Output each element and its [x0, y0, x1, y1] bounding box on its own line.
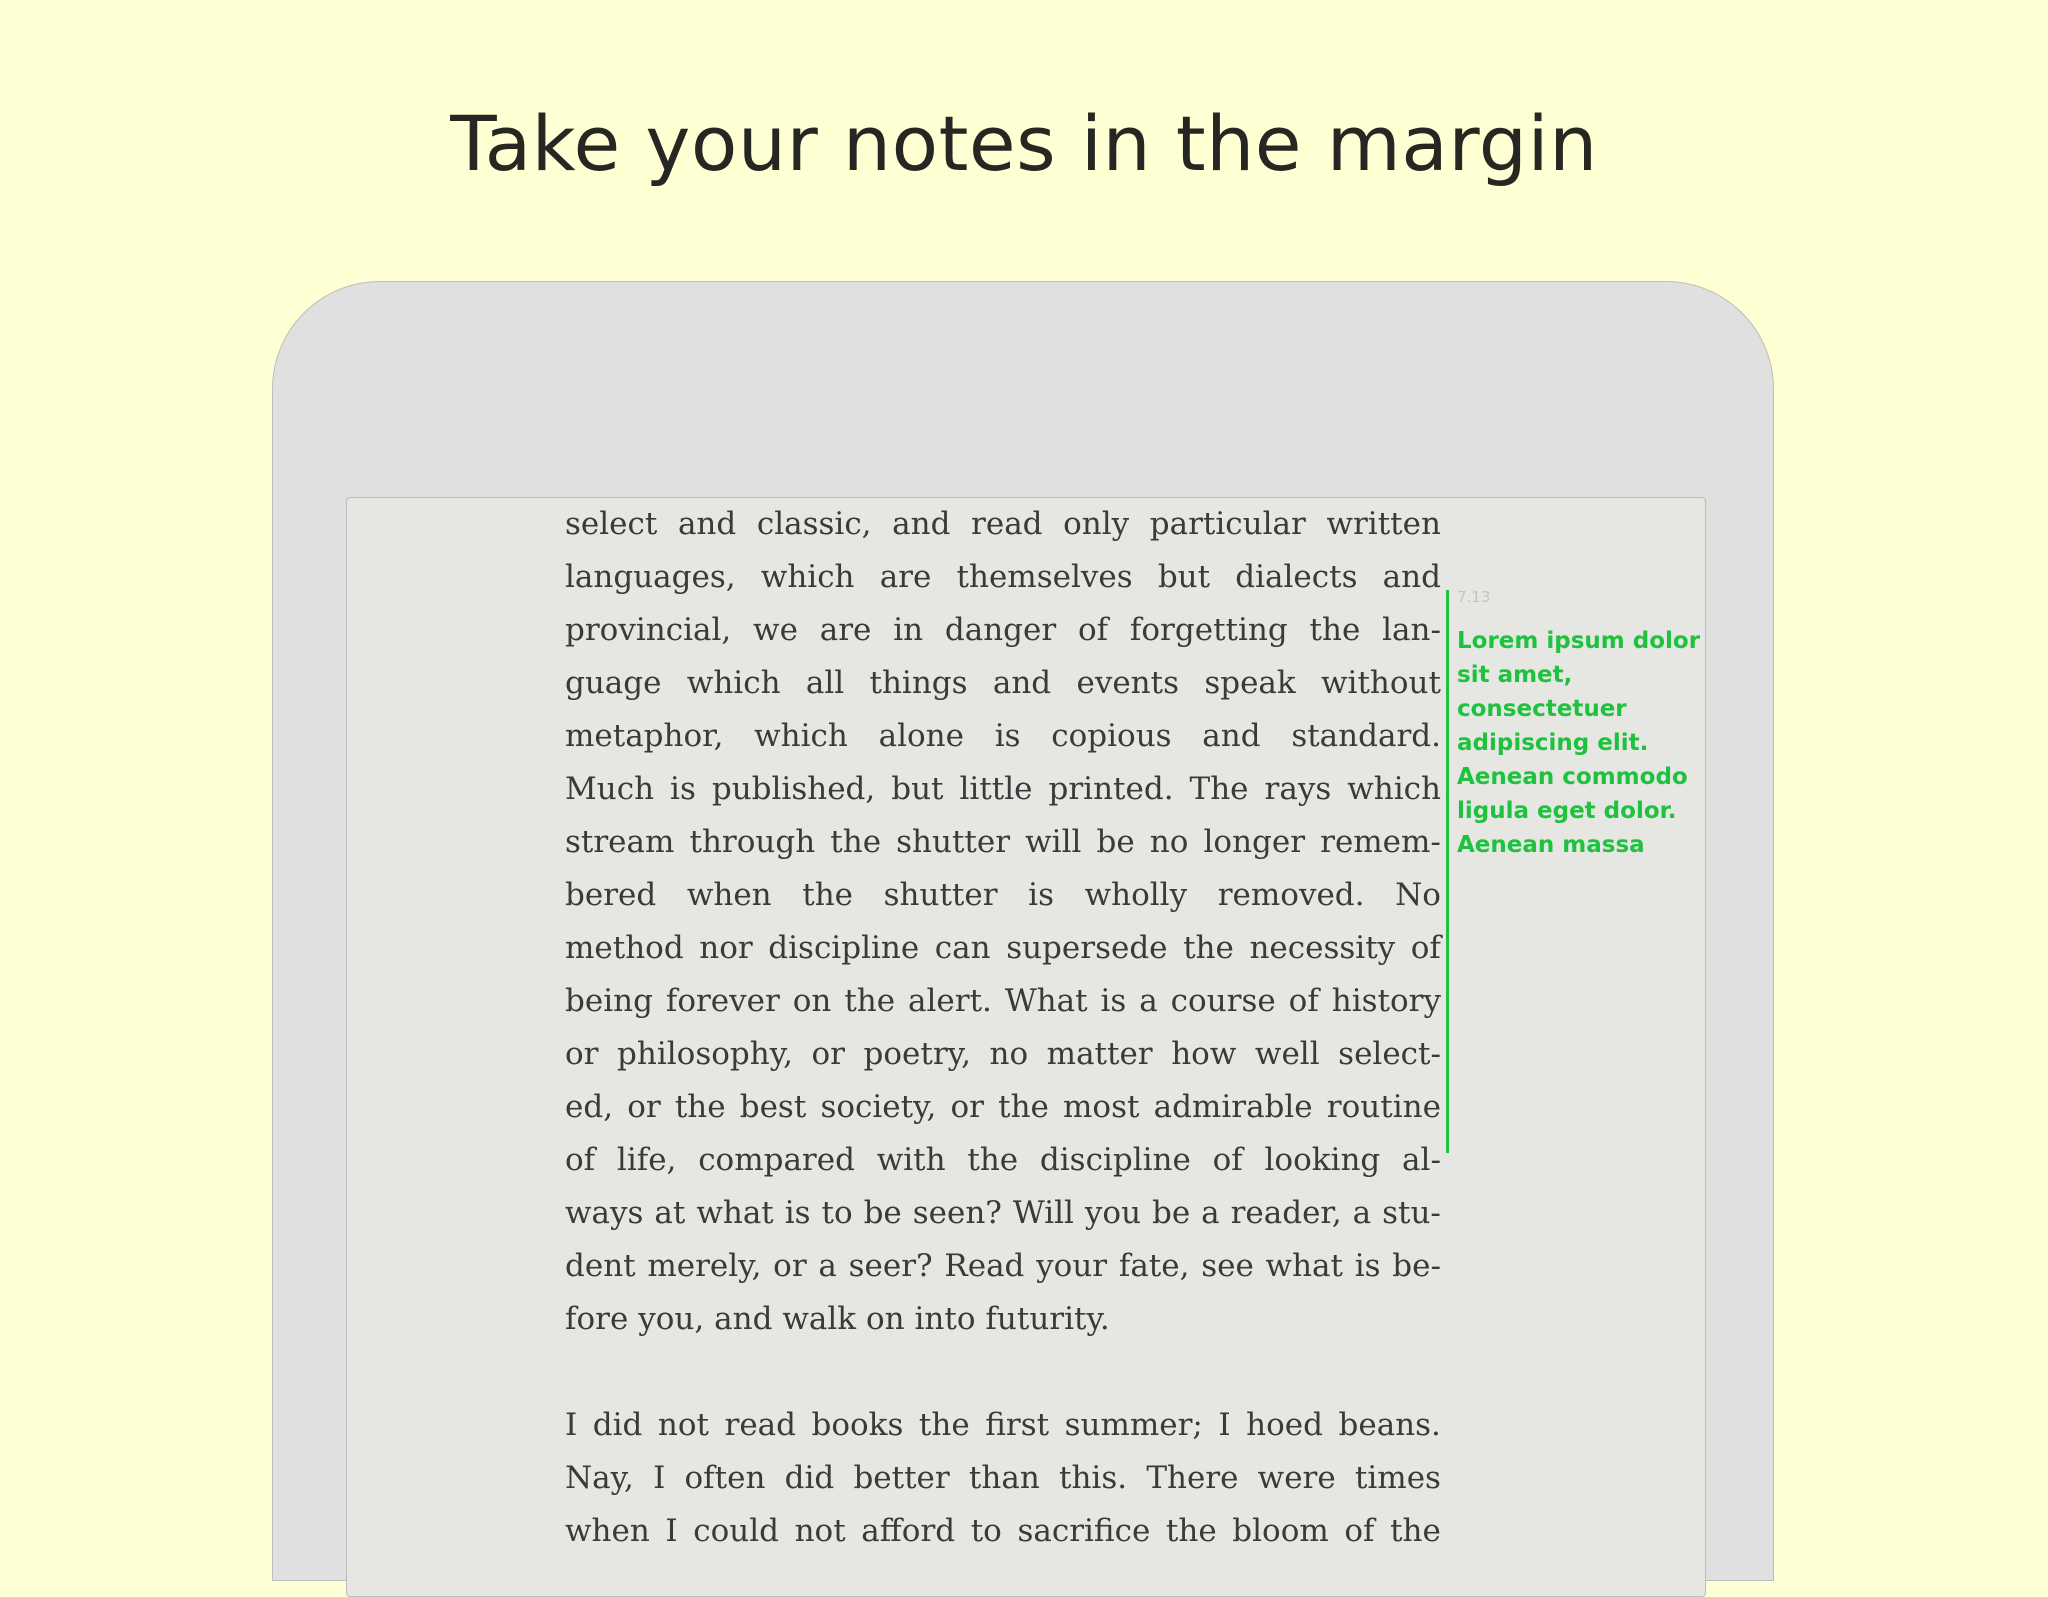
note-line: Aenean commodo [1457, 764, 1688, 790]
margin-note[interactable] [1457, 624, 1701, 862]
paragraph-gap [565, 1346, 1441, 1399]
reader-page[interactable] [346, 497, 1706, 1597]
text-line: languages, which are themselves but dialects and [565, 559, 1441, 595]
note-line: sit amet, [1457, 662, 1573, 688]
note-line: ligula eget dolor. [1457, 798, 1677, 824]
text-line: guage which all things and events speak without [565, 665, 1441, 701]
text-line: I did not read books the first summer; I hoed beans. [565, 1407, 1441, 1443]
note-line: consectetuer [1457, 696, 1627, 722]
text-line: select and classic, and read only particular written [565, 506, 1441, 542]
text-line: bered when the shutter is wholly removed. No [565, 877, 1441, 913]
text-line: Much is published, but little printed. The rays which [565, 771, 1441, 807]
note-line: Aenean massa [1457, 832, 1645, 858]
note-line: adipiscing elit. [1457, 730, 1649, 756]
annotation-bar[interactable] [1446, 590, 1449, 1153]
headline: Take your notes in the margin [450, 99, 1598, 188]
text-line: ways at what is to be seen? Will you be a reader, a stu- [565, 1195, 1441, 1231]
note-line: Lorem ipsum dolor [1457, 628, 1701, 654]
text-line: Nay, I often did better than this. There were times [565, 1460, 1441, 1496]
text-line: being forever on the alert. What is a course of history [565, 983, 1441, 1019]
text-line: fore you, and walk on into futurity. [565, 1301, 1110, 1337]
text-line: metaphor, which alone is copious and standard. [565, 718, 1441, 754]
text-line: ed, or the best society, or the most admirable routine [565, 1089, 1441, 1125]
text-line: provincial, we are in danger of forgetting the lan- [565, 612, 1441, 648]
text-line: when I could not afford to sacrifice the bloom of the [565, 1513, 1441, 1549]
text-line: stream through the shutter will be no longer remem- [565, 824, 1441, 860]
text-line: dent merely, or a seer? Read your fate, see what is be- [565, 1248, 1441, 1284]
text-line: or philosophy, or poetry, no matter how well select- [565, 1036, 1441, 1072]
text-line: of life, compared with the discipline of looking al- [565, 1142, 1441, 1178]
book-text[interactable] [565, 498, 1441, 1558]
text-line: method nor discipline can supersede the necessity of [565, 930, 1441, 966]
annotation-ref: 7.13 [1457, 588, 1491, 606]
